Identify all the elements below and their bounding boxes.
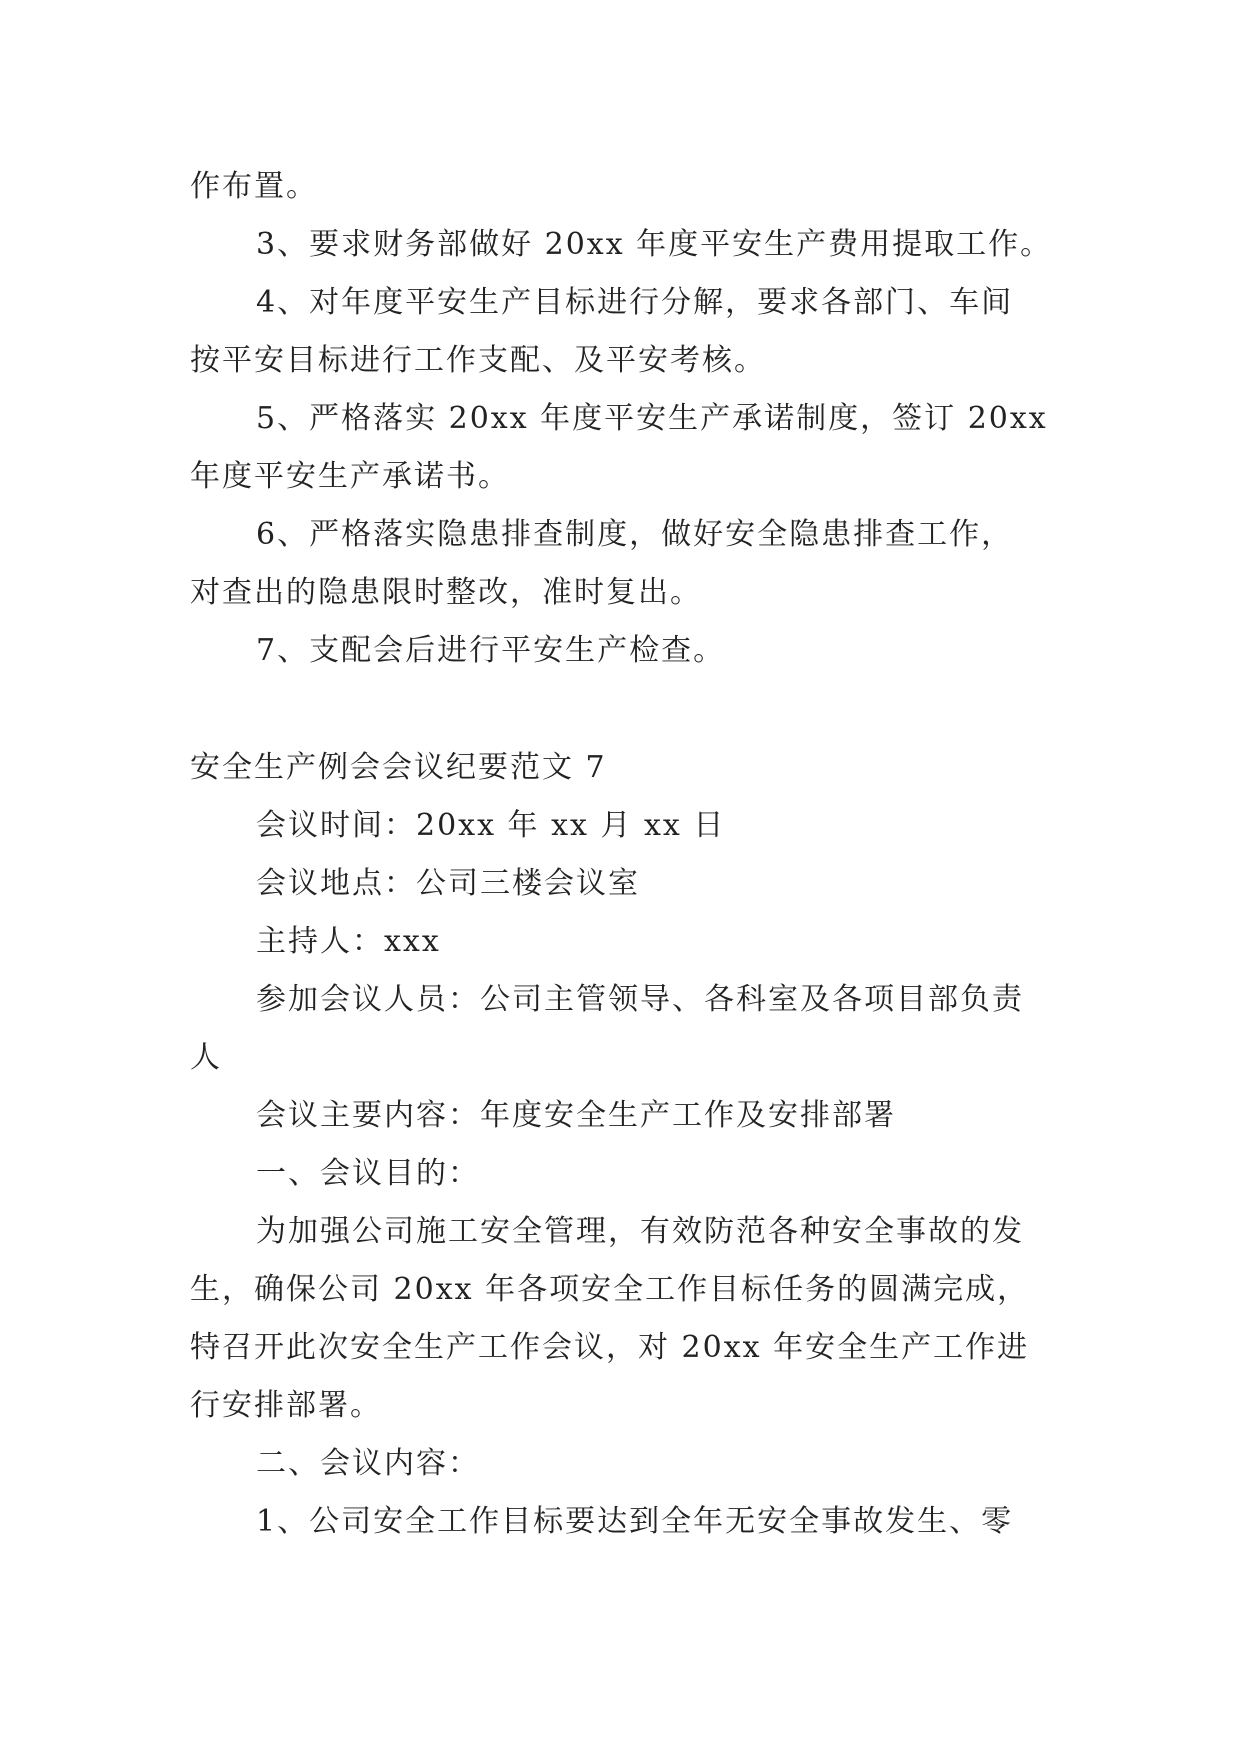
text-line: 1、公司安全工作目标要达到全年无安全事故发生、零 bbox=[256, 1504, 1014, 1539]
text-line: 二、会议内容： bbox=[256, 1446, 480, 1481]
text-line: 人 bbox=[190, 1040, 222, 1075]
text-line: 3、要求财务部做好 20xx 年度平安生产费用提取工作。 bbox=[256, 227, 1053, 262]
text-line: 对查出的隐患限时整改，准时复出。 bbox=[190, 575, 702, 610]
text-line: 参加会议人员：公司主管领导、各科室及各项目部负责 bbox=[256, 982, 1024, 1017]
text-line: 7、支配会后进行平安生产检查。 bbox=[256, 633, 726, 668]
text-line: 会议主要内容：年度安全生产工作及安排部署 bbox=[256, 1098, 896, 1133]
text-line: 6、严格落实隐患排查制度，做好安全隐患排查工作， bbox=[256, 517, 1014, 552]
text-line: 作布置。 bbox=[190, 169, 318, 204]
section-title: 安全生产例会会议纪要范文 7 bbox=[190, 750, 607, 785]
text-line: 一、会议目的： bbox=[256, 1156, 480, 1191]
text-line: 会议时间：20xx 年 xx 月 xx 日 bbox=[256, 808, 726, 843]
text-line: 特召开此次安全生产工作会议，对 20xx 年安全生产工作进 bbox=[190, 1330, 1030, 1365]
text-line: 会议地点：公司三楼会议室 bbox=[256, 866, 640, 901]
text-line: 行安排部署。 bbox=[190, 1388, 382, 1423]
text-line: 为加强公司施工安全管理，有效防范各种安全事故的发 bbox=[256, 1214, 1024, 1249]
text-line: 生，确保公司 20xx 年各项安全工作目标任务的圆满完成， bbox=[190, 1272, 1030, 1307]
text-line: 年度平安生产承诺书。 bbox=[190, 459, 510, 494]
text-line: 按平安目标进行工作支配、及平安考核。 bbox=[190, 343, 766, 378]
text-line: 5、严格落实 20xx 年度平安生产承诺制度，签订 20xx bbox=[256, 401, 1048, 436]
text-line: 主持人：xxx bbox=[256, 924, 441, 959]
text-line: 4、对年度平安生产目标进行分解，要求各部门、车间 bbox=[256, 285, 1014, 320]
